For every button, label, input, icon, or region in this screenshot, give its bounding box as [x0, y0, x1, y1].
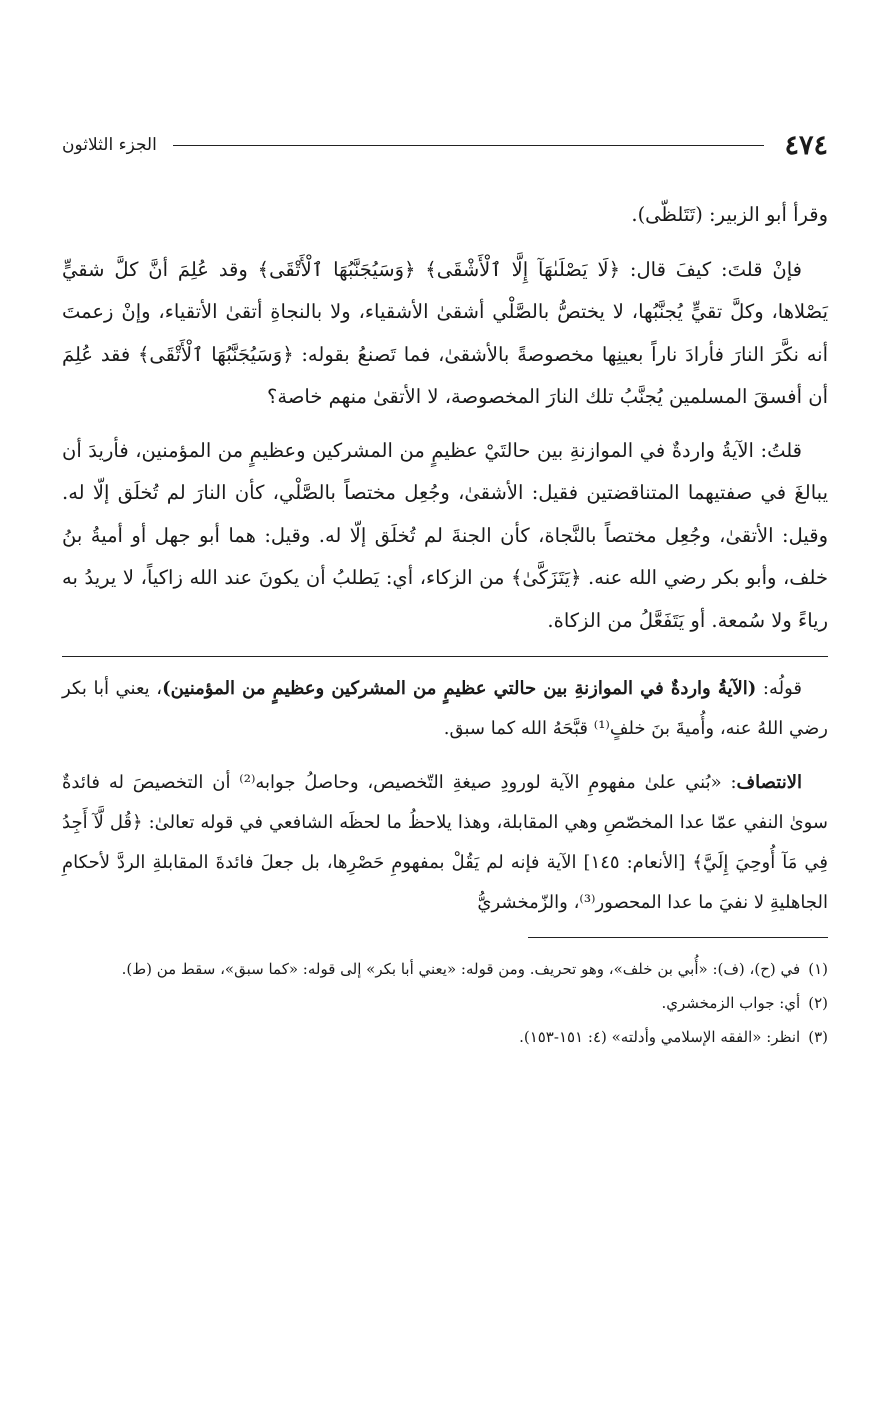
footnote-text: انظر: «الفقه الإسلامي وأدلته» (٤: ١٥١-١٥٣). — [519, 1028, 801, 1046]
footnote-1 — [62, 952, 828, 986]
commentary-paragraph-1 — [62, 669, 828, 749]
page-number: ٤٧٤ — [784, 129, 828, 161]
intisaf-label: الانتصاف — [736, 772, 802, 793]
footnotes — [62, 952, 828, 1054]
section-divider — [62, 656, 828, 657]
commentary-lead: قولُه: — [756, 678, 802, 699]
footnote-2 — [62, 986, 828, 1020]
page-header — [62, 120, 828, 170]
commentary-paragraph-2 — [62, 763, 828, 923]
book-page — [62, 120, 828, 1054]
footnote-text: أي: جواب الزمخشري. — [661, 994, 801, 1012]
running-title: الجزء الثلاثون — [62, 135, 157, 155]
commentary-quote: (الآيةُ واردةٌ في الموازنةِ بين حالتي عظيمٍ من المشركين وعظيمٍ من المؤمنين) — [162, 678, 757, 699]
opening-line: وقرأ أبو الزبير: (تَتَلظّى). — [631, 203, 828, 226]
header-rule — [173, 145, 765, 146]
answer-paragraph: قلتُ: الآيةُ واردةٌ في الموازنةِ بين حالتَيْ عظيمٍ من المشركين وعظيمٍ من المؤمنين، فأريدَ أن يبالغَ في صفتيهما المتناقضتين فقيل: الأشقىٰ، وجُعِل مختصاً بالصَّلْي، كأن النارَ لم تُخلَق إلّا له. وقيل: الأتقىٰ، وجُعِل مختصاً بالنَّجاة، كأن الجنةَ لم تُخلَق إلّا له. وقيل: هما أبو جهل أو أميةُ بنُ خلف، وأبو بكر رضي الله عنه. ﴿يَتَزَكَّىٰ﴾ من الزكاء، أي: يَطلبُ أن يكونَ عند الله زاكياً، لا يريدُ به رياءً ولا سُمعة. أو يَتَفَعَّلُ من الزكاة. — [62, 438, 828, 632]
footnote-number: (٢) — [808, 994, 828, 1012]
footnote-divider — [528, 937, 828, 938]
commentary-text: ، يعني أبا بكر رضي اللهُ عنه، وأُميةَ بنَ خلفٍ⁽¹⁾ قبَّحَهُ الله كما سبق. — [62, 678, 828, 739]
footnote-number: (١) — [808, 960, 828, 978]
footnote-text: في (ح)، (ف): «أُبي بن خلف»، وهو تحريف. ومن قوله: «يعني أبا بكر» إلى قوله: «كما سبق»، سقط من (ط). — [121, 960, 801, 978]
footnote-3 — [62, 1020, 828, 1054]
intisaf-text: : «بُني علىٰ مفهومِ الآية لورودِ صيغةِ التّخصيص، وحاصلُ جوابه⁽²⁾ أن التخصيصَ له فائدةٌ سوىٰ النفي عمّا عدا المخصّصِ وهي المقابلة، وهذا يلاحظُ ما لحظَه الشافعي في قوله تعالىٰ: ﴿قُل لَّآ أَجِدُ فِي مَآ أُوحِيَ إِلَيَّ﴾ [الأنعام: ١٤٥] الآية فإنه لم يَقُلْ بمفهومِ حَصْرِها، بل جعلَ فائدةَ المقابلةِ الردَّ لأحكامِ الجاهليةِ لا نفيَ ما عدا المحصور⁽³⁾، والزّمخشريُّ — [62, 772, 828, 913]
main-text — [62, 194, 828, 642]
commentary-section — [62, 669, 828, 923]
footnote-number: (٣) — [808, 1028, 828, 1046]
question-paragraph: فإنْ قلتَ: كيفَ قال: ﴿لَا يَصْلَىٰهَآ إِلَّا ٱلْأَشْقَى﴾ ﴿وَسَيُجَنَّبُهَا ٱلْأَتْقَى﴾ وقد عُلِمَ أنَّ كلَّ شقيٍّ يَصْلاها، وكلَّ تقيٍّ يُجنَّبُها، لا يختصُّ بالصَّلْي أشقىٰ الأشقياء، ولا بالنجاةِ أتقىٰ الأتقياء، وإنْ زعمتَ أنه نكَّرَ النارَ فأرادَ ناراً بعينِها مخصوصةً بالأشقىٰ، فما تَصنعُ بقوله: ﴿وَسَيُجَنَّبُهَا ٱلْأَتْقَى﴾ فقد عُلِمَ أن أفسقَ المسلمين يُجنَّبُ تلك النارَ المخصوصة، لا الأتقىٰ منهم خاصة؟ — [62, 257, 829, 408]
